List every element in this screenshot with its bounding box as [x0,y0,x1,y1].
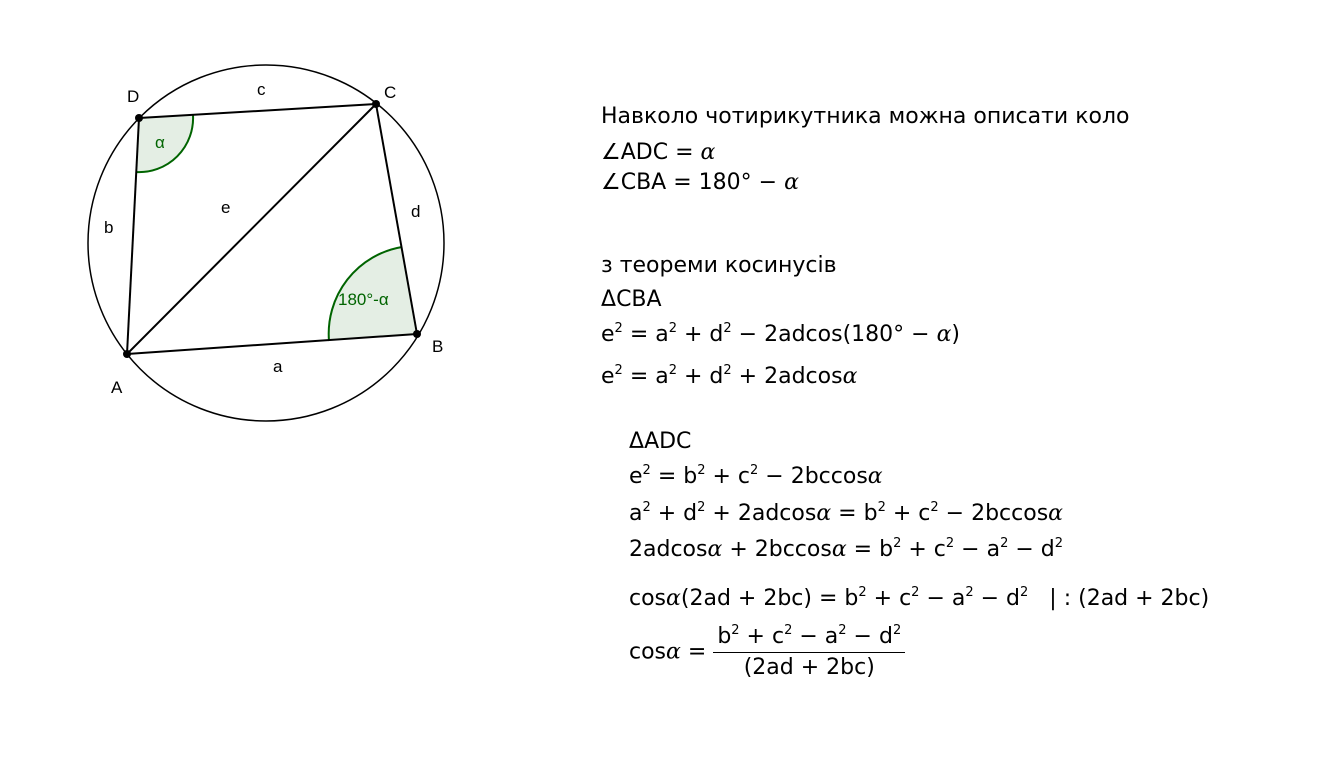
triangle-adc-name: ADC [644,429,692,454]
intro-text: Навколо чотирикутника можна описати коло [601,104,1130,129]
eq-cba-1: $e^2 = a^2 + d^2 - 2adcos(180^\circ - \alpha)$ [601,321,961,347]
label-c: C [384,83,397,102]
vertex-d [135,114,143,122]
eq-result: cosα = $\frac{b^2 + c^2 - a^2 - d^2}{(2ad + 2bc)}$ [629,624,905,681]
angle-adc-eq: ∠ADC = α [601,140,716,165]
eq-factored: $\cos\alpha(2ad + 2bc) = b^2 + c^2 - a^2 - d^2$ | : (2ad + 2bc) [629,585,1210,611]
result-fraction [713,624,905,681]
eq-adc-1: $e^2 = b^2 + c^2 - 2bccos\alpha$ [629,463,883,489]
label-side-d: d [411,202,421,221]
label-a: A [111,378,123,397]
vertex-b [413,330,421,338]
cyclic-quadrilateral-figure [0,0,600,460]
vertex-c [372,100,380,108]
label-side-a: a [273,357,283,376]
triangle-cba-heading: ΔCBA [601,287,662,312]
angle-cba-eq: ∠CBA = 180° − α [601,170,799,195]
eq-cba-2: $e^2 = a^2 + d^2 + 2adcos\alpha$ [601,363,858,389]
side-b [127,118,139,354]
cosine-theorem-text: з теореми косинусів [601,253,837,278]
label-diagonal-e: e [221,198,231,217]
fraction-denominator: (2ad + 2bc) [743,655,875,680]
label-angle-b: 180°-α [338,290,389,309]
vertex-a [123,350,131,358]
side-c [139,104,376,118]
side-a [127,334,417,354]
triangle-adc-heading: ΔADC [629,429,692,454]
eq-combined: $a^2 + d^2 + 2adcos\alpha = b^2 + c^2 - 2bccos\alpha$ [629,500,1064,526]
eq-grouped: $2adcos\alpha + 2bccos\alpha = b^2 + c^2 - a^2 - d^2$ [629,536,1064,562]
label-side-b: b [104,218,114,237]
fraction-numerator: $b^2 + c^2 - a^2 - d^2$ [713,624,905,653]
divide-note: | : (2ad + 2bc) [1049,586,1210,611]
triangle-cba-name: CBA [616,287,662,312]
label-b: B [432,337,444,356]
label-d: D [127,87,140,106]
label-angle-d: α [155,133,165,152]
label-side-c: c [257,80,266,99]
